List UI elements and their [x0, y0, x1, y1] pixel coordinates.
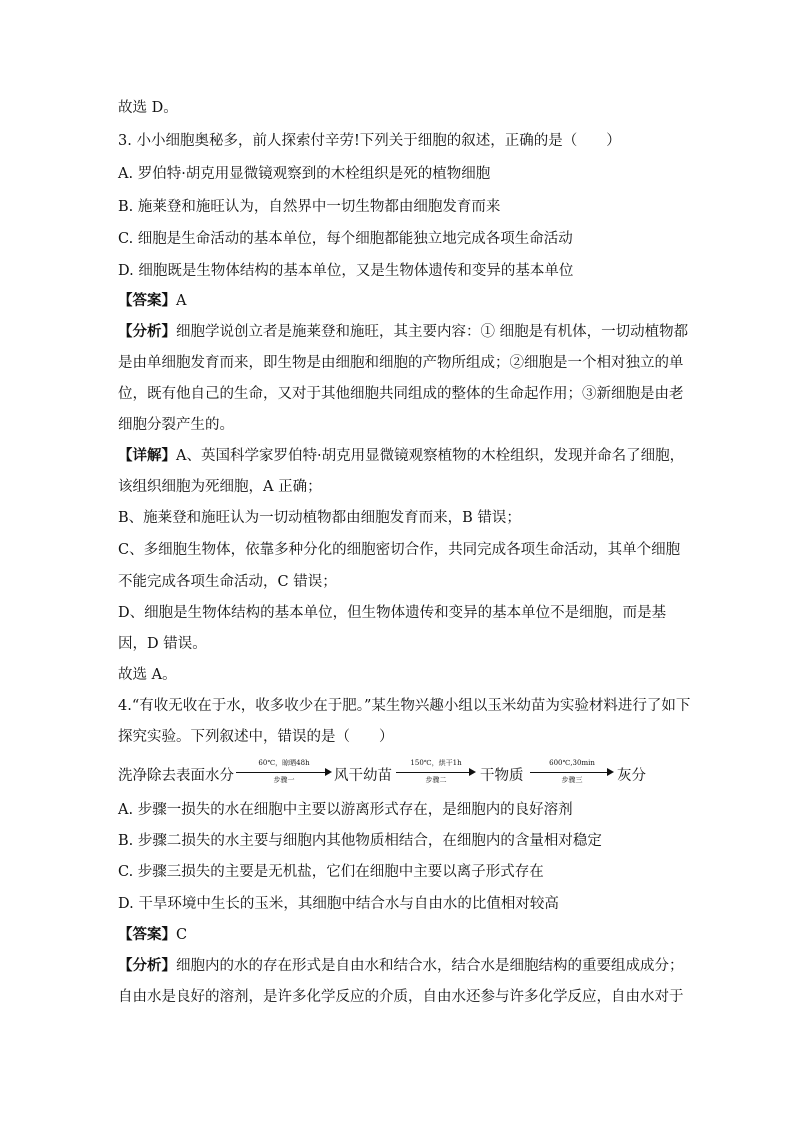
flow-arrow-step-3	[530, 758, 614, 788]
question-4-option-b: B. 步骤二损失的水主要与细胞内其他物质相结合，在细胞内的含量相对稳定	[118, 833, 602, 849]
question-4-option-a: A. 步骤一损失的水在细胞中主要以游离形式存在，是细胞内的良好溶剂	[118, 802, 573, 818]
flow-step-label: 步骤三	[561, 776, 583, 784]
flow-item-ash: 灰分	[617, 768, 646, 784]
text-line: 位，既有他自己的生命，又对于其他细胞共同组成的整体的生命起作用；③新细胞是由老	[118, 386, 684, 402]
text-line: 细胞分裂产生的。	[118, 417, 234, 433]
question-4-stem-cont: 探究实验。下列叙述中，错误的是（ ）	[118, 729, 394, 745]
question-4-option-d: D. 干旱环境中生长的玉米，其细胞中结合水与自由水的比值相对较高	[118, 896, 559, 912]
flow-step-label: 步骤二	[425, 776, 447, 784]
text-line: B、施莱登和施旺认为一切动植物都由细胞发育而来，B 错误；	[118, 510, 521, 526]
text-line: C、多细胞生物体，依靠多种分化的细胞密切合作，共同完成各项生命活动，其单个细胞	[118, 542, 681, 558]
question-4-analysis	[118, 956, 684, 976]
text-line: 是由单细胞发育而来，即生物是由细胞和细胞的产物所组成；②细胞是一个相对独立的单	[118, 355, 684, 371]
text-line: 该组织细胞为死细胞，A 正确；	[118, 479, 322, 495]
flow-step-label: 步骤一	[273, 776, 295, 784]
text-line: 故选 D。	[118, 100, 178, 116]
flow-condition: 60℃，晾晒48h	[258, 759, 310, 767]
text-line: 不能完成各项生命活动，C 错误；	[118, 574, 337, 590]
flow-arrow-step-1	[236, 758, 332, 788]
question-3-option-c: C. 细胞是生命活动的基本单位，每个细胞都能独立地完成各项生命活动	[118, 231, 573, 247]
flow-condition: 600℃,30min	[549, 759, 595, 767]
flow-condition: 150℃，烘干1h	[410, 759, 462, 767]
text-line: 故选 A。	[118, 667, 177, 683]
question-3-option-a: A. 罗伯特·胡克用显微镜观察到的木栓组织是死的植物细胞	[118, 166, 491, 182]
answer-value: C	[176, 927, 188, 943]
answer-label: 【答案】	[118, 926, 176, 943]
answer-label: 【答案】	[118, 292, 176, 309]
flow-arrow-step-2	[396, 758, 476, 788]
question-3-option-d: D. 细胞既是生物体结构的基本单位，又是生物体遗传和变异的基本单位	[118, 263, 574, 279]
text-line: D、细胞是生物体结构的基本单位，但生物体遗传和变异的基本单位不是细胞，而是基	[118, 605, 667, 621]
analysis-text: 细胞内的水的存在形式是自由水和结合水，结合水是细胞结构的重要组成成分；	[176, 958, 684, 974]
analysis-text: 细胞学说创立者是施莱登和施旺，其主要内容：① 细胞是有机体，一切动植物都	[176, 324, 689, 340]
analysis-label: 【分析】	[118, 957, 176, 974]
text-line: 因，D 错误。	[118, 636, 207, 652]
question-3-option-b: B. 施莱登和施旺认为，自然界中一切生物都由细胞发育而来	[118, 199, 501, 215]
question-3-stem: 3. 小小细胞奥秘多，前人探索付辛劳!下列关于细胞的叙述，正确的是（ ）	[118, 133, 621, 149]
flow-item-washed: 洗净除去表面水分	[118, 768, 234, 784]
flow-item-dry-matter: 干物质	[480, 768, 524, 784]
text-line: 自由水是良好的溶剂，是许多化学反应的介质，自由水还参与许多化学反应，自由水对于	[118, 989, 684, 1005]
experiment-flow-diagram	[118, 758, 698, 788]
question-4-option-c: C. 步骤三损失的主要是无机盐，它们在细胞中主要以离子形式存在	[118, 864, 544, 880]
detail-text: A、英国科学家罗伯特·胡克用显微镜观察植物的木栓组织，发现并命名了细胞，	[176, 448, 685, 464]
analysis-label: 【分析】	[118, 323, 176, 340]
question-3-answer	[118, 291, 186, 311]
question-3-analysis	[118, 322, 688, 342]
question-3-detail	[118, 446, 684, 466]
detail-label: 【详解】	[118, 447, 176, 464]
answer-value: A	[176, 293, 187, 309]
question-4-answer	[118, 925, 187, 945]
flow-item-dried-seedling: 风干幼苗	[334, 768, 392, 784]
question-4-stem: 4.“有收无收在于水，收多收少在于肥。”某生物兴趣小组以玉米幼苗为实验材料进行了如下	[118, 698, 691, 714]
